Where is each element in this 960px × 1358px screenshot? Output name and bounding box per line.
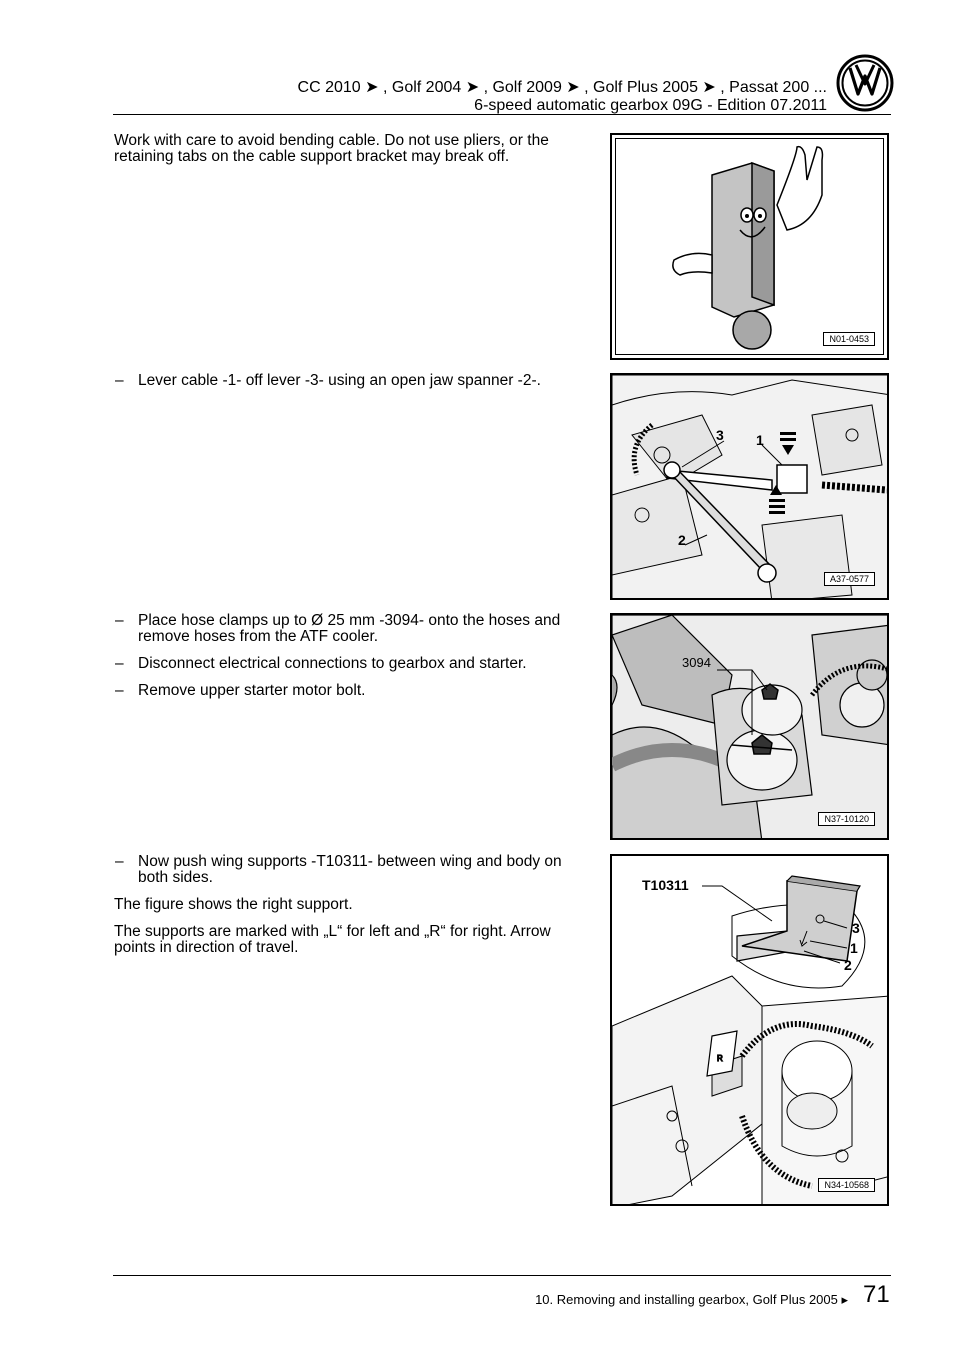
section-1-text: [114, 133, 584, 176]
header-line2: 6-speed automatic gearbox 09G - Edition 07.2011: [474, 97, 827, 114]
list-item: – Disconnect electrical connections to gearbox and starter.: [115, 655, 527, 672]
header-line1: CC 2010 ➤ , Golf 2004 ➤ , Golf 2009 ➤ , Golf Plus 2005 ➤ , Passat 200 ...: [297, 79, 827, 96]
callout-2: 2: [844, 957, 852, 973]
footer-chapter-title: 10. Removing and installing gearbox, Golf Plus 2005 ▸: [535, 1292, 848, 1307]
lever-cable-illustration: [612, 375, 889, 600]
figure-wing-support: [610, 854, 889, 1206]
figure-lever-cable: [610, 373, 889, 600]
page-number: 71: [863, 1281, 890, 1308]
figure-code: N01-0453: [823, 332, 875, 346]
paragraph: Work with care to avoid bending cable. Do not use pliers, or the retaining tabs on the cable support bracket may break off.: [114, 132, 549, 165]
hose-clamps-illustration: [612, 615, 889, 840]
section-3-text: [114, 613, 584, 710]
callout-3094: 3094: [682, 655, 711, 670]
section-2-text: [114, 373, 584, 400]
figure-hose-clamps: [610, 613, 889, 840]
list-item: – Now push wing supports -T10311- between wing and body on both sides.: [115, 853, 562, 886]
figure-code: A37-0577: [824, 572, 875, 586]
figure-caution-mascot: [610, 133, 889, 360]
paragraph: The figure shows the right support.: [114, 896, 353, 913]
callout-3: 3: [716, 427, 724, 443]
list-item: – Place hose clamps up to Ø 25 mm -3094- onto the hoses and remove hoses from the ATF cooler.: [115, 612, 561, 645]
list-item: – Lever cable -1- off lever -3- using an open jaw spanner -2-.: [115, 372, 541, 389]
header-rule: [113, 114, 891, 115]
callout-t10311: T10311: [642, 877, 689, 893]
callout-3: 3: [852, 920, 860, 936]
callout-2: 2: [678, 532, 686, 548]
callout-1: 1: [850, 940, 858, 956]
list-item: – Remove upper starter motor bolt.: [115, 682, 366, 699]
figure-code: N37-10120: [818, 812, 875, 826]
section-4-text: [114, 854, 584, 967]
vw-logo-icon: [836, 54, 894, 112]
svg-text:R: R: [717, 1054, 723, 1063]
figure-code: N34-10568: [818, 1178, 875, 1192]
wing-support-illustration: [612, 856, 889, 1206]
callout-1: 1: [756, 432, 764, 448]
paragraph: The supports are marked with „L“ for left and „R“ for right. Arrow points in direction of travel.: [114, 923, 551, 956]
footer-rule: [113, 1275, 891, 1276]
caution-mascot-illustration: [612, 135, 889, 360]
